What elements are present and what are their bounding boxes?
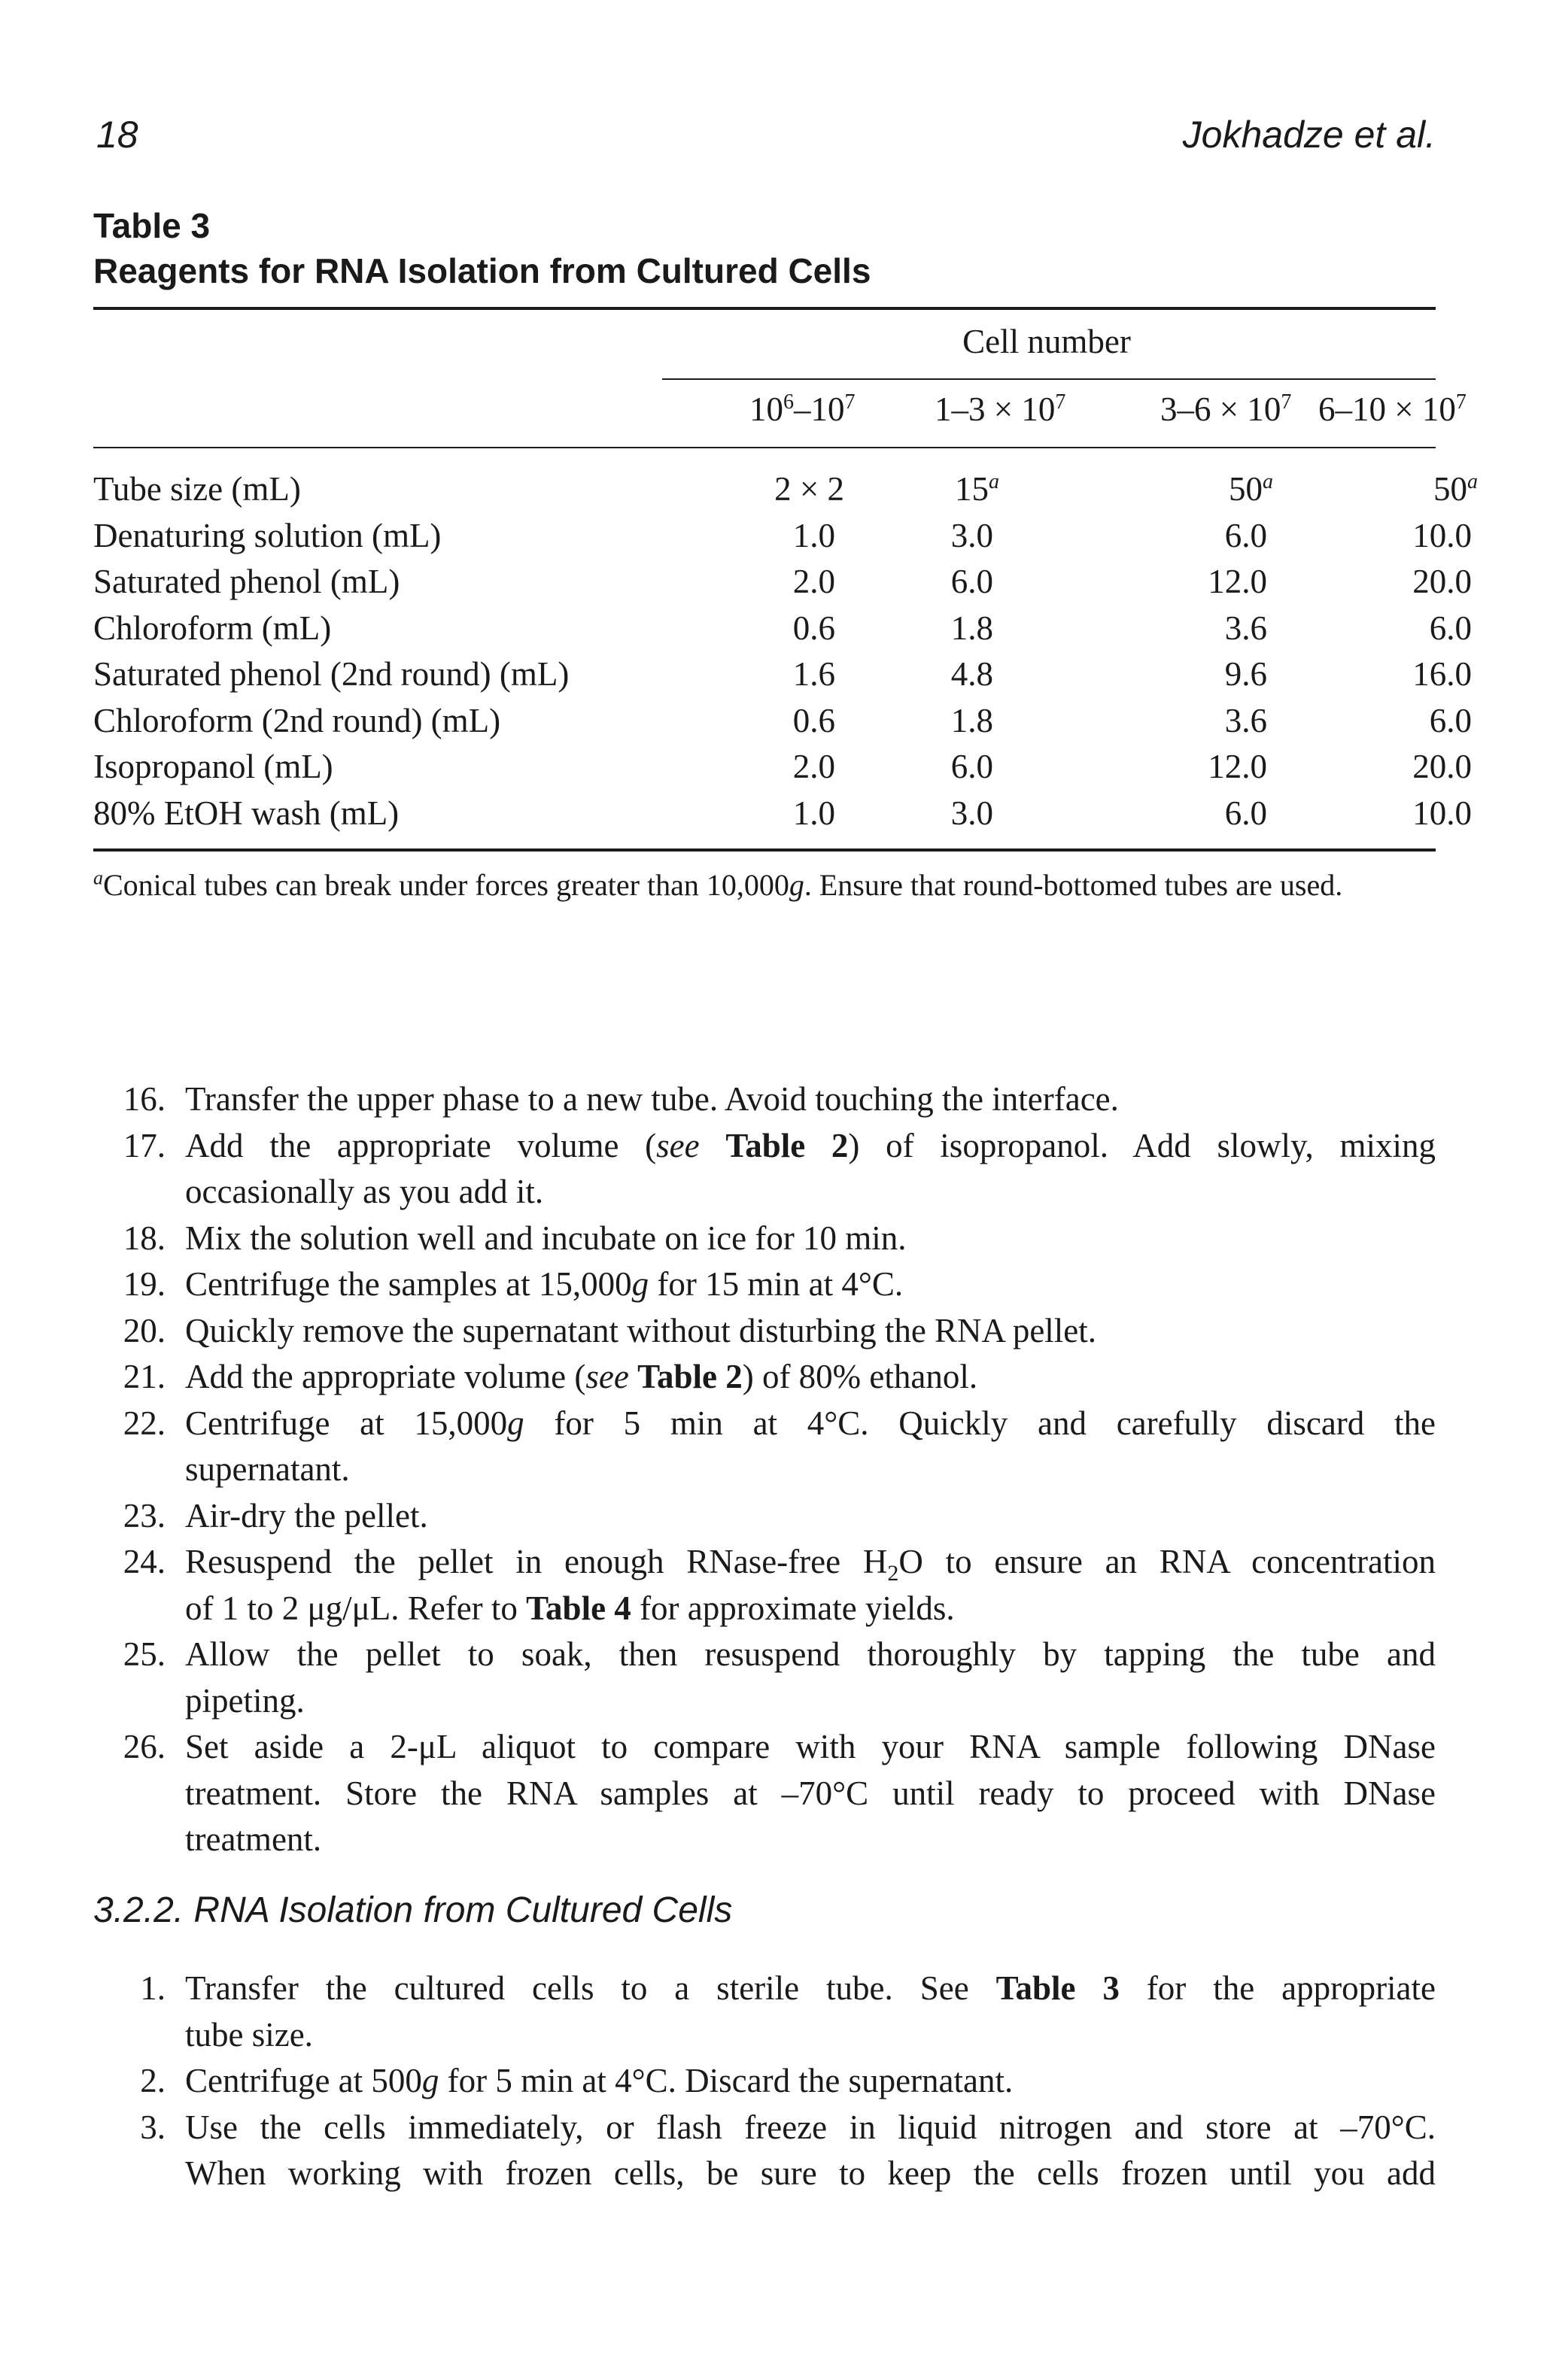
table-cell: 1.8 xyxy=(950,701,993,739)
step-text-line: Transfer the cultured cells to a sterile tube. See Table 3 for the appropriate xyxy=(185,1969,1436,2007)
step-number: 2. xyxy=(140,2062,166,2099)
table-row xyxy=(93,651,1472,698)
table-cell: 2.0 xyxy=(792,563,835,600)
step-text-line: occasionally as you add it. xyxy=(185,1173,544,1210)
procedure-steps-cultured-cells xyxy=(93,1966,1436,2197)
table-caption xyxy=(93,203,871,293)
table-cell: 0.6 xyxy=(792,609,835,647)
step-text-line: Resuspend the pellet in enough RNase-free $H_2O$ to ensure an RNA concentration xyxy=(185,1543,1436,1586)
step-number: 24. xyxy=(123,1543,166,1580)
list-item xyxy=(93,1724,1436,1863)
step-text-line: Air-dry the pellet. xyxy=(185,1496,428,1535)
table-bottom-rule xyxy=(93,848,1436,852)
row-label: Isopropanol (mL) xyxy=(93,748,333,785)
list-item xyxy=(93,1123,1436,1216)
step-number: 22. xyxy=(123,1404,166,1442)
table-cell: 1.0 xyxy=(792,794,835,832)
row-label: Tube size (mL) xyxy=(93,470,301,508)
step-text-line: Use the cells immediately, or flash freeze in liquid nitrogen and store at –70°C. xyxy=(185,2108,1436,2146)
table-cell: 3.0 xyxy=(950,794,993,832)
step-text-line: Set aside a 2-μL aliquot to compare with your RNA sample following DNase xyxy=(185,1728,1436,1765)
header-rule xyxy=(93,447,1436,448)
table-cell: 0.6 xyxy=(792,701,835,739)
table-cell: 12.0 xyxy=(1208,563,1267,600)
step-text-line: Centrifuge the samples at 15,000g for 15 min at 4°C. xyxy=(185,1265,904,1303)
table-cell: 15$^a$ xyxy=(955,470,999,508)
step-text-line: tube size. xyxy=(185,2015,313,2054)
step-number: 20. xyxy=(123,1311,166,1349)
step-text-line: supernatant. xyxy=(185,1450,350,1488)
list-item xyxy=(93,1308,1436,1355)
table-row xyxy=(93,559,1472,606)
running-head xyxy=(93,113,1436,165)
list-item xyxy=(93,1966,1436,2058)
table-cell: 6.0 xyxy=(1429,609,1472,647)
table-cell: 10.0 xyxy=(1412,516,1472,554)
step-text-line: Quickly remove the supernatant without disturbing the RNA pellet. xyxy=(185,1311,1097,1349)
table-cell: 12.0 xyxy=(1208,748,1267,785)
step-number: 3. xyxy=(140,2108,166,2146)
table-footnote: $^a$Conical tubes can break under forces greater than 10,000g. Ensure that round-bottomed tubes are used. xyxy=(93,867,1343,902)
table-cell: 3.6 xyxy=(1224,701,1267,739)
column-spanner: Cell number xyxy=(962,323,1131,360)
step-number: 21. xyxy=(123,1358,166,1395)
table-cell: 6.0 xyxy=(1224,794,1267,832)
step-number: 19. xyxy=(123,1265,166,1303)
step-text-line: of 1 to 2 μg/μL. Refer to Table 4 for approximate yields. xyxy=(185,1589,955,1627)
step-text-line: treatment. xyxy=(185,1820,322,1858)
table-cell: 1.0 xyxy=(792,516,835,554)
row-label: 80% EtOH wash (mL) xyxy=(93,794,400,832)
table-row xyxy=(93,606,1472,652)
table-body xyxy=(93,466,1478,836)
table-cell: 20.0 xyxy=(1412,563,1472,600)
list-item xyxy=(93,1493,1436,1540)
list-item xyxy=(93,1401,1436,1493)
table-row xyxy=(93,513,1472,560)
table-cell: 50$^a$ xyxy=(1433,470,1478,508)
step-text-line: Centrifuge at 15,000g for 5 min at 4°C. Quickly and carefully discard the xyxy=(185,1404,1436,1442)
list-item xyxy=(93,2058,1436,2105)
table-cell: 6.0 xyxy=(950,563,993,600)
table-number: Table 3 xyxy=(93,206,211,245)
table-row xyxy=(93,698,1472,745)
row-label: Denaturing solution (mL) xyxy=(93,516,442,554)
table-cell: 16.0 xyxy=(1412,655,1472,693)
table-cell: 9.6 xyxy=(1224,655,1267,693)
col-head-1: $10^6-10^7$ xyxy=(749,390,856,428)
list-item xyxy=(93,1539,1436,1632)
step-text-line: pipeting. xyxy=(185,1681,305,1720)
table-cell: 6.0 xyxy=(1429,701,1472,739)
table-cell: 2 × 2 xyxy=(774,470,844,508)
table-cell: 20.0 xyxy=(1412,748,1472,785)
col-head-3: $3-6 \times 10^7$ xyxy=(1160,390,1292,428)
subsection-heading: 3.2.2. RNA Isolation from Cultured Cells xyxy=(93,1890,733,1930)
running-head-authors: Jokhadze et al. xyxy=(1182,114,1436,156)
table-cell: 6.0 xyxy=(1224,516,1267,554)
step-number: 17. xyxy=(123,1126,166,1164)
col-head-2: $1-3 \times 10^7$ xyxy=(935,390,1066,428)
list-item xyxy=(93,1632,1436,1724)
table-cell: 3.0 xyxy=(950,516,993,554)
row-label: Chloroform (2nd round) (mL) xyxy=(93,701,501,739)
step-number: 26. xyxy=(123,1728,166,1765)
step-text-line: Allow the pellet to soak, then resuspend thoroughly by tapping the tube and xyxy=(185,1635,1436,1673)
table-row xyxy=(93,744,1472,791)
row-label: Saturated phenol (2nd round) (mL) xyxy=(93,655,570,693)
table-cell: 10.0 xyxy=(1412,794,1472,832)
list-item xyxy=(93,1261,1436,1308)
procedure-steps xyxy=(93,1076,1436,1863)
col-head-4: $6-10 \times 10^7$ xyxy=(1318,390,1467,428)
step-text-line: When working with frozen cells, be sure to keep the cells frozen until you add xyxy=(185,2154,1436,2192)
table-row xyxy=(93,466,1478,513)
table-cell: 2.0 xyxy=(792,748,835,785)
table-row xyxy=(93,791,1472,837)
page-number: 18 xyxy=(96,114,138,156)
row-label: Chloroform (mL) xyxy=(93,609,332,647)
column-headers xyxy=(93,390,1467,435)
row-label: Saturated phenol (mL) xyxy=(93,563,400,600)
step-text-line: Mix the solution well and incubate on ice for 10 min. xyxy=(185,1219,907,1257)
table-cell: 4.8 xyxy=(950,655,993,693)
table-cell: 1.8 xyxy=(950,609,993,647)
list-item xyxy=(93,1076,1436,1123)
table-cell: 6.0 xyxy=(950,748,993,785)
step-text-line: treatment. Store the RNA samples at –70°C until ready to proceed with DNase xyxy=(185,1774,1436,1812)
step-number: 25. xyxy=(123,1635,166,1673)
table-cell: 50$^a$ xyxy=(1229,470,1273,508)
step-number: 16. xyxy=(123,1080,166,1118)
list-item xyxy=(93,2105,1436,2197)
list-item xyxy=(93,1354,1436,1401)
step-number: 23. xyxy=(123,1496,166,1535)
step-text-line: Transfer the upper phase to a new tube. Avoid touching the interface. xyxy=(185,1080,1119,1118)
step-number: 1. xyxy=(140,1969,166,2007)
step-text-line: Add the appropriate volume (see Table 2) of 80% ethanol. xyxy=(185,1358,978,1395)
spanner-rule xyxy=(662,378,1436,380)
table-cell: 3.6 xyxy=(1224,609,1267,647)
step-text-line: Add the appropriate volume (see Table 2) of isopropanol. Add slowly, mixing xyxy=(185,1126,1436,1164)
table-top-rule xyxy=(93,307,1436,310)
list-item xyxy=(93,1216,1436,1262)
table-cell: 1.6 xyxy=(792,655,835,693)
step-number: 18. xyxy=(123,1219,166,1257)
table-title: Reagents for RNA Isolation from Cultured Cells xyxy=(93,251,871,290)
step-text-line: Centrifuge at 500g for 5 min at 4°C. Discard the supernatant. xyxy=(185,2062,1014,2099)
